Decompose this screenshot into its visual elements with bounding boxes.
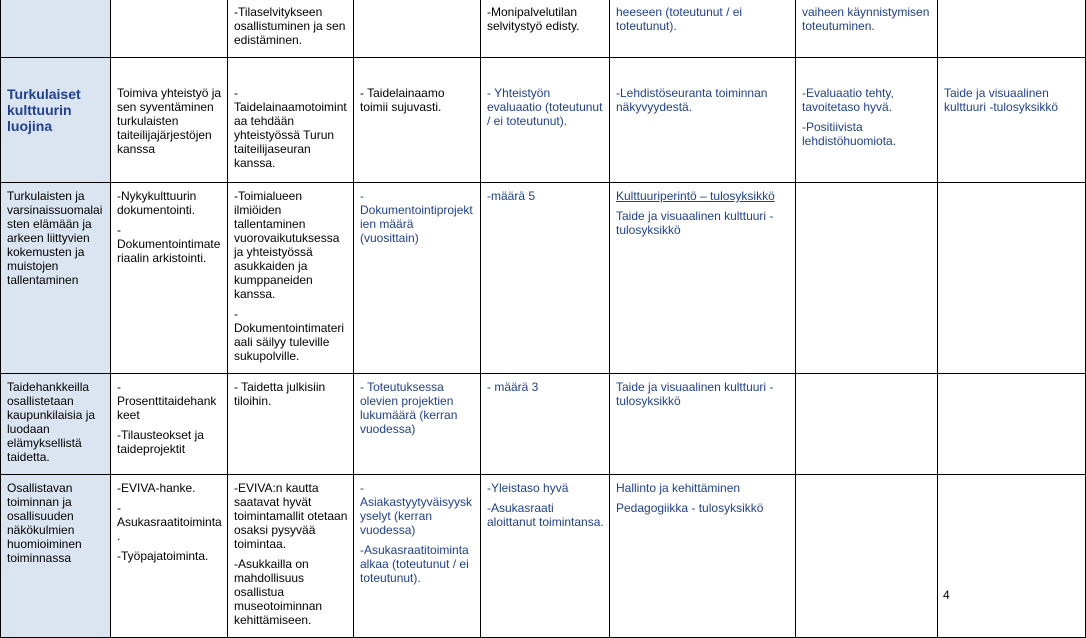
- cell-text: - Prosenttitaidehankkeet: [117, 380, 217, 422]
- table-cell: [796, 58, 938, 183]
- table-cell: [481, 58, 610, 183]
- cell-text: Turkulaisten ja varsinaissuomalaisten elämään ja arkeen liittyvien kokemusten ja muistojen tallentaminen: [7, 189, 103, 287]
- table-cell: [228, 374, 354, 475]
- table-cell: [938, 0, 1086, 58]
- table-cell: [111, 183, 228, 374]
- table-cell: [228, 0, 354, 58]
- row-header: [1, 475, 111, 638]
- table-cell: [481, 183, 610, 374]
- cell-text: - Asiakastyytyväisyyskyselyt (kerran vuodessa): [360, 481, 473, 537]
- cell-text: - Toteutuksessa olevien projektien lukumäärä (kerran vuodessa): [360, 380, 458, 436]
- table-cell: [354, 374, 481, 475]
- cell-text: Taide ja visuaalinen kulttuuri -tulosyksikkö: [616, 209, 774, 237]
- row-header: [1, 183, 111, 374]
- cell-text: Taidehankkeilla osallistetaan kaupunkilaisia ja luodaan elämyksellistä taidetta.: [7, 380, 96, 464]
- cell-text: -Toimialueen ilmiöiden tallentaminen vuorovaikutuksessa ja yhteistyössä asukkaiden ja kumppaneiden kanssa.: [234, 189, 340, 301]
- cell-text: - Dokumentointiprojektien määrä (vuosittain): [360, 189, 473, 245]
- table-cell: [610, 475, 796, 638]
- cell-text: -Positiivista lehdistöhuomiota.: [802, 120, 897, 148]
- table-row: [1, 0, 1086, 58]
- cell-text: -EVIVA-hanke.: [117, 481, 196, 495]
- table-row: [1, 475, 1086, 638]
- cell-text: - Asukasraatitoiminta.: [117, 501, 222, 543]
- table-row: [1, 58, 1086, 183]
- cell-text: - Taidelainaamo toimii sujuvasti.: [360, 86, 445, 114]
- table-cell: [354, 58, 481, 183]
- page-number: 4: [943, 588, 950, 602]
- table-cell: [938, 183, 1086, 374]
- cell-text: - Dokumentointimateriaalin arkistointi.: [117, 223, 221, 265]
- table-cell: [481, 0, 610, 58]
- table-cell: [111, 0, 228, 58]
- table-cell: [228, 58, 354, 183]
- cell-text: -EVIVA:n kautta saatavat hyvät toimintamallit otetaan osaksi pysyvää toimintaa.: [234, 481, 348, 551]
- table-cell: [938, 475, 1086, 638]
- cell-text: heeseen (toteutunut / ei toteutunut).: [616, 5, 743, 33]
- table-cell: [111, 374, 228, 475]
- cell-text: - Dokumentointimateriaali säilyy tuleville sukupolville.: [234, 307, 345, 363]
- cell-text: Taide ja visuaalinen kulttuuri -tulosyksikkö: [944, 86, 1059, 114]
- table-cell: [111, 475, 228, 638]
- cell-text: -Yleistaso hyvä: [487, 481, 569, 495]
- cell-text: Kulttuuriperintö – tulosyksikkö: [616, 189, 775, 203]
- table-row: [1, 374, 1086, 475]
- cell-text: - Taidetta julkisiin tiloihin.: [234, 380, 326, 408]
- row-header-text: Turkulaiset kulttuurin luojina: [7, 86, 81, 134]
- table-cell: [610, 0, 796, 58]
- cell-text: Taide ja visuaalinen kulttuuri -tulosyksikkö: [616, 380, 774, 408]
- cell-text: -Nykykulttuurin dokumentointi.: [117, 189, 197, 217]
- table-cell: [481, 475, 610, 638]
- table-row: [1, 183, 1086, 374]
- table-cell: [354, 0, 481, 58]
- cell-text: -Evaluaatio tehty, tavoitetaso hyvä.: [802, 86, 894, 114]
- table-cell: [938, 374, 1086, 475]
- cell-text: - Taidelainaamotoimintaa tehdään yhteistyössä Turun taiteilijaseuran kanssa.: [234, 86, 347, 170]
- cell-text: Hallinto ja kehittäminen: [616, 481, 741, 495]
- cell-text: -Asukasraati aloittanut toimintansa.: [487, 501, 604, 529]
- table-cell: [111, 58, 228, 183]
- row-header: [1, 374, 111, 475]
- table-cell: [938, 58, 1086, 183]
- table-cell: [610, 374, 796, 475]
- cell-text: vaiheen käynnistymisen toteutuminen.: [802, 5, 930, 33]
- cell-text: -Työpajatoiminta.: [117, 549, 209, 563]
- table-cell: [796, 475, 938, 638]
- cell-text: -Asukasraatitoiminta alkaa (toteutunut / ei toteutunut).: [360, 543, 469, 585]
- table-cell: [228, 475, 354, 638]
- cell-text: -Tilausteokset ja taideprojektit: [117, 428, 204, 456]
- table-cell: [354, 183, 481, 374]
- cell-text: Pedagogiikka - tulosyksikkö: [616, 501, 764, 515]
- table-cell: [228, 183, 354, 374]
- cell-text: -Asukkailla on mahdollisuus osallistua museotoiminnan kehittämiseen.: [234, 557, 323, 627]
- table-cell: [796, 0, 938, 58]
- cell-text: -määrä 5: [487, 189, 536, 203]
- table-cell: [796, 183, 938, 374]
- table-cell: [610, 183, 796, 374]
- table-cell: [354, 475, 481, 638]
- cell-text: -Tilaselvitykseen osallistuminen ja sen edistäminen.: [234, 5, 346, 47]
- cell-text: Osallistavan toiminnan ja osallisuuden näkökulmien huomioiminen toiminnassa: [7, 481, 82, 565]
- cell-text: -Monipalvelutilan selvitystyö edisty.: [487, 5, 580, 33]
- table-cell: [481, 374, 610, 475]
- table-cell: [610, 58, 796, 183]
- cell-text: -Lehdistöseuranta toiminnan näkyvyydestä.: [616, 86, 768, 114]
- cell-text: Toimiva yhteistyö ja sen syventäminen turkulaisten taiteilijajärjestöjen kanssa: [117, 86, 222, 156]
- cell-text: - Yhteistyön evaluaatio (toteutunut / ei toteutunut).: [487, 86, 603, 128]
- row-header: [1, 58, 111, 183]
- table-cell: [1, 0, 111, 58]
- table-cell: [796, 374, 938, 475]
- cell-text: - määrä 3: [487, 380, 539, 394]
